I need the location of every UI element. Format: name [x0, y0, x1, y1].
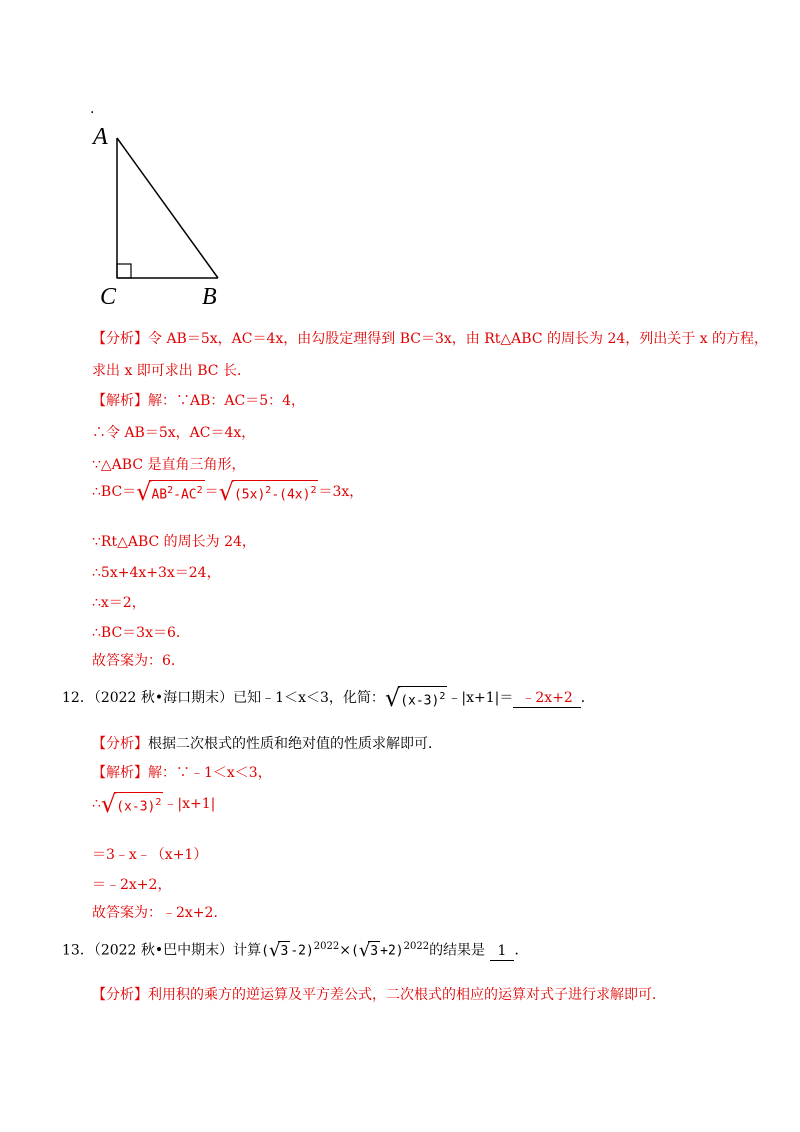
question-number: 12．	[62, 690, 94, 707]
analysis-tag: 【分析】	[92, 736, 148, 752]
q12-solution-line1: 【解析】解：∵﹣1＜x＜3，	[92, 765, 272, 781]
q12-analysis: 【分析】根据二次根式的性质和绝对值的性质求解即可．	[92, 736, 442, 752]
q13-stem: 13．（2022 秋•巴中期末）计算(√3 $-2)^{2022}\times(√3 +2)^{2022}$的结果是 1 ．	[62, 939, 529, 961]
q11-analysis-line2: 求出 x 即可求出 BC 长．	[92, 363, 251, 379]
q11-solution-line1: 【解析】解：∵AB：AC＝5：4，	[92, 393, 306, 409]
question-source: （2022 秋•巴中期末）	[93, 942, 234, 959]
q11-analysis-line1: 【分析】令 AB＝5x，AC＝4x，由勾股定理得到 BC＝3x，由 Rt△ABC 的周长为 24，列出关于 x 的方程，	[92, 331, 769, 347]
analysis-tag: 【分析】	[92, 987, 148, 1003]
q12-answer-line: 故答案为：﹣2x+2．	[92, 905, 228, 921]
q12-solution-line4: ＝﹣2x+2，	[92, 877, 172, 893]
q11-solution-line2: ∴令 AB＝5x，AC＝4x，	[92, 425, 256, 441]
vertex-label-b: B	[202, 284, 217, 310]
q11-solution-line8: ∴BC＝3x＝6．	[92, 625, 190, 641]
solution-tag: 【解析】	[92, 765, 148, 781]
q12-solution-line3: ＝3﹣x﹣（x+1）	[92, 847, 208, 863]
radical-5x-4x: $√(5x)^2-(4x)^2$	[218, 478, 317, 507]
answer-blank: 1	[490, 942, 515, 961]
q13-analysis: 【分析】利用积的乘方的逆运算及平方差公式，二次根式的相应的运算对式子进行求解即可．	[92, 987, 666, 1003]
solution-tag: 【解析】	[92, 393, 148, 409]
q11-solution-line7: ∴x＝2，	[92, 595, 146, 611]
q11-answer-line: 故答案为：6．	[92, 653, 185, 669]
q11-solution-line4: $\therefore BC=√AB^2-AC^2 =√(5x)^2-(4x)^2 =3x$，	[92, 478, 364, 507]
q12-stem: 12．（2022 秋•海口期末）已知﹣1＜x＜3，化简：$√(x-3)^2$ ﹣|x+1|＝ ﹣2x+2 ．	[62, 684, 595, 713]
question-source: （2022 秋•海口期末）	[93, 690, 234, 707]
q11-solution-line6: ∴5x+4x+3x＝24，	[92, 565, 221, 581]
q12-solution-line2: $\therefore√(x-3)^2$ ﹣|x+1|	[92, 790, 216, 819]
question-number: 13．	[62, 942, 94, 959]
radical-3: √3	[358, 939, 379, 961]
radical-3: √3	[269, 939, 289, 961]
radical-x-3: $√(x-3)^2$	[100, 790, 162, 819]
answer-blank: ﹣2x+2	[513, 689, 580, 708]
stray-dot: .	[90, 101, 95, 117]
side-ab	[117, 138, 218, 278]
right-angle-mark	[117, 264, 131, 278]
vertex-label-c: C	[100, 284, 117, 310]
q11-solution-line5: ∵Rt△ABC 的周长为 24，	[92, 534, 256, 550]
analysis-tag: 【分析】	[92, 331, 148, 347]
radical-ab-ac: $√AB^2-AC^2$	[136, 478, 203, 507]
vertex-label-a: A	[93, 124, 108, 150]
q11-solution-line3: ∵△ABC 是直角三角形，	[92, 457, 246, 473]
radical-x-3: $√(x-3)^2$	[384, 684, 446, 713]
